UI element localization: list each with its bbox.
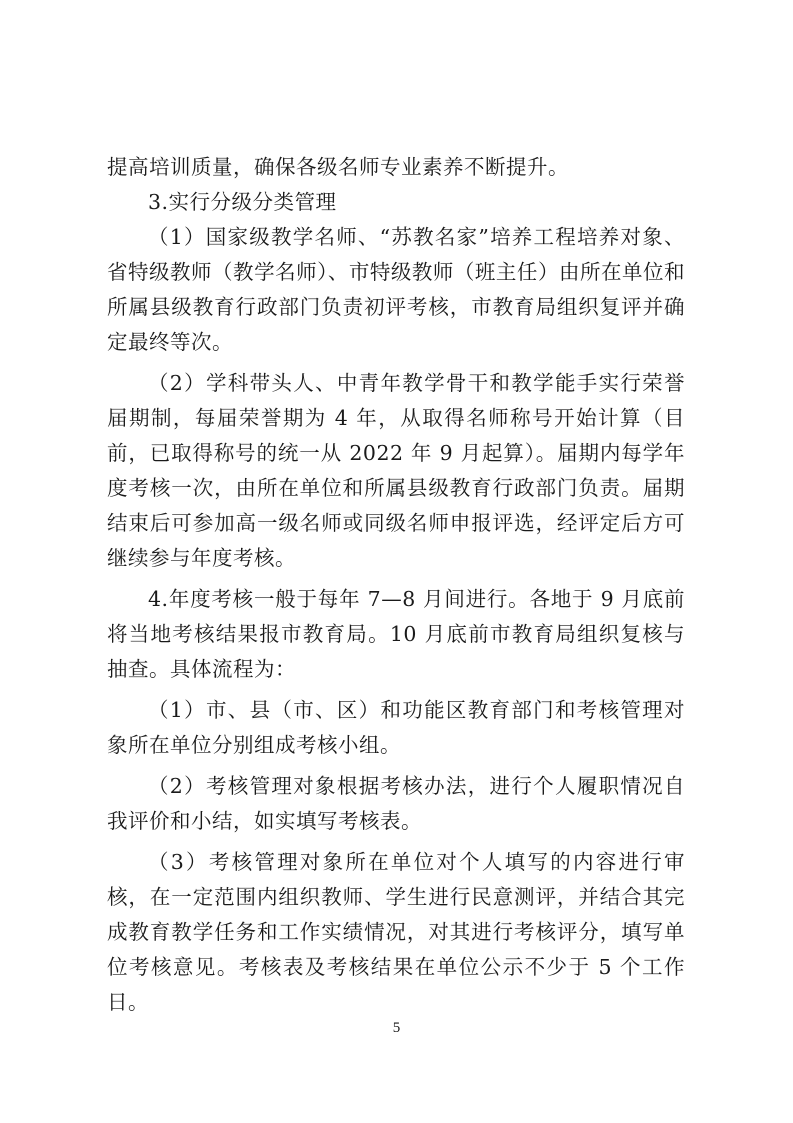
- document-body: [107, 150, 685, 1020]
- page-number: 5: [392, 1020, 401, 1036]
- paragraph-heading-4: 4.年度考核一般于每年 7—8 月间进行。各地于 9 月底前将当地考核结果报市教育局。10 月底前市教育局组织复核与抽查。具体流程为：: [107, 587, 685, 681]
- paragraph-4-1: （1）市、县（市、区）和功能区教育部门和考核管理对象所在单位分别组成考核小组。: [107, 698, 685, 757]
- paragraph-heading-3: 3.实行分级分类管理: [148, 190, 337, 214]
- paragraph-4-2: （2）考核管理对象根据考核办法，进行个人履职情况自我评价和小结，如实填写考核表。: [107, 774, 685, 833]
- paragraph-3-1: （1）国家级教学名师、“苏教名家”培养工程培养对象、省特级教师（教学名师）、市特级教师（班主任）由所在单位和所属县级教育行政部门负责初评考核，市教育局组织复评并确定最终等次。: [107, 225, 685, 354]
- paragraph-continuation: 提高培训质量，确保各级名师专业素养不断提升。: [107, 155, 569, 179]
- paragraph-3-2: （2）学科带头人、中青年教学骨干和教学能手实行荣誉届期制，每届荣誉期为 4 年，从取得名师称号开始计算（目前，已取得称号的统一从 2022 年 9 月起算）。届期内每学年度考核一次，由所在单位和所属县级教育行政部门负责。届期结束后可参加高一级名师或同级名师申报评选，经评定后方可继续参与年度考核。: [107, 371, 685, 570]
- paragraph-4-3: （3）考核管理对象所在单位对个人填写的内容进行审核，在一定范围内组织教师、学生进行民意测评，并结合其完成教育教学任务和工作实绩情况，对其进行考核评分，填写单位考核意见。考核表及考核结果在单位公示不少于 5 个工作日。: [107, 850, 685, 1014]
